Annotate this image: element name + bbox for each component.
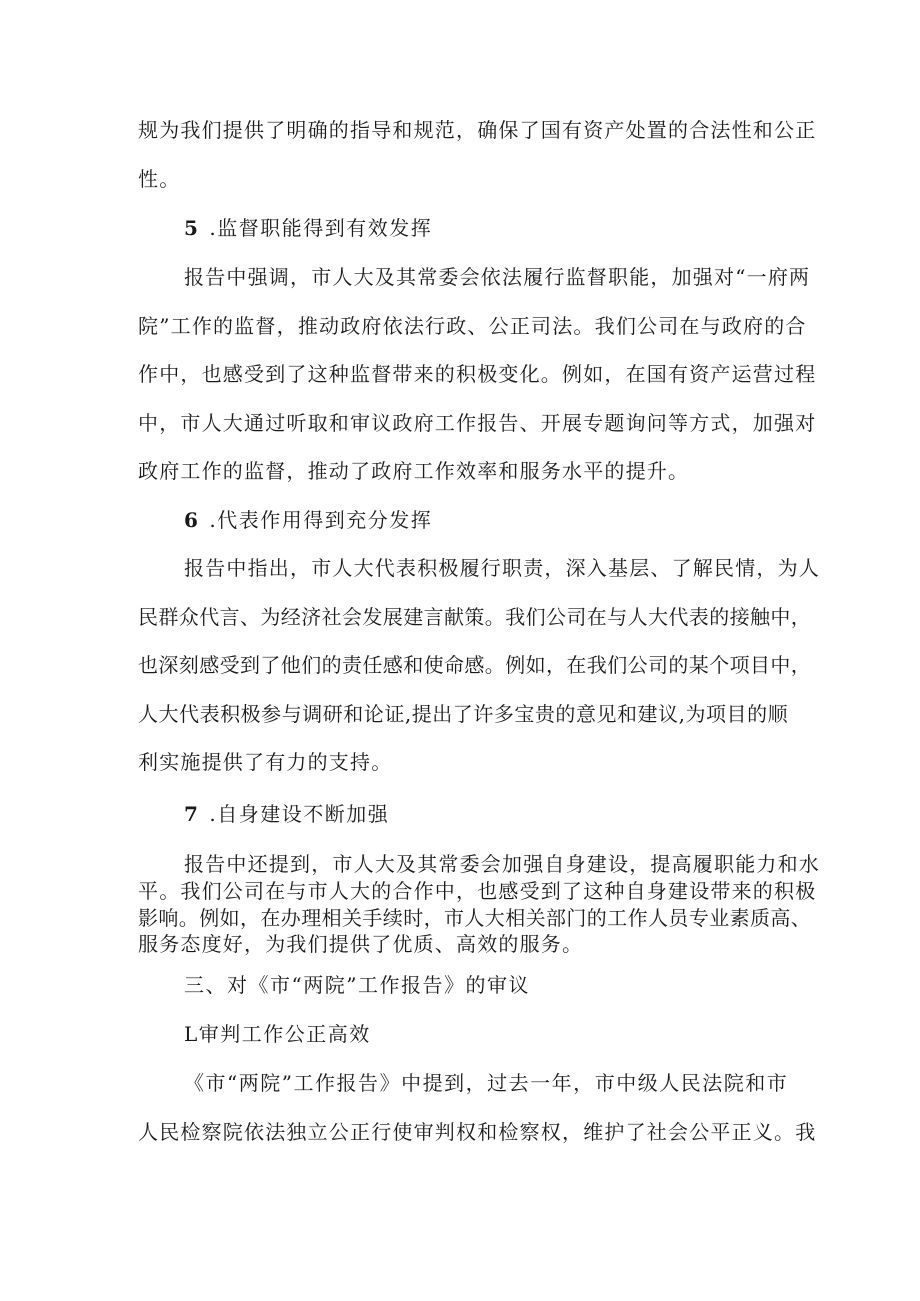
paragraph-line: 规为我们提供了明确的指导和规范，确保了国有资产处置的合法性和公正 [138, 118, 817, 142]
paragraph-line: 作中，也感受到了这种监督带来的积极变化。例如，在国有资产运营过程 [138, 362, 817, 386]
heading-title: .自身建设不断加强 [209, 802, 390, 826]
heading-number: 7 [184, 802, 200, 826]
paragraph-line: 《市“两院”工作报告》中提到，过去一年，市中级人民法院和市 [184, 1071, 788, 1095]
paragraph-line: 平。我们公司在与市人大的合作中，也感受到了这种自身建设带来的积极 [138, 879, 817, 903]
section-heading-5 [184, 216, 432, 240]
section-heading-7 [184, 802, 389, 826]
paragraph-line: 也深刻感受到了他们的责任感和使命感。例如，在我们公司的某个项目中， [138, 653, 812, 677]
section-heading-6 [184, 508, 432, 532]
heading-number: 5 [184, 216, 200, 240]
paragraph-line: 服务态度好，为我们提供了优质、高效的服务。 [138, 932, 584, 956]
paragraph-line: 利实施提供了有力的支持。 [138, 750, 393, 774]
paragraph-line: 影响。例如，在办理相关手续时，市人大相关部门的工作人员专业素质高、 [138, 906, 812, 930]
paragraph-line: 民群众代言、为经济社会发展建言献策。我们公司在与人大代表的接触中， [138, 605, 812, 629]
heading-title: .监督职能得到有效发挥 [209, 216, 433, 240]
section-title-3: 三、对《市“两院”工作报告》的审议 [184, 973, 530, 997]
paragraph-line: 院”工作的监督，推动政府依法行政、公正司法。我们公司在与政府的合 [138, 314, 807, 338]
paragraph-line: 人民检察院依法独立公正行使审判权和检察权，维护了社会公平正义。我 [138, 1120, 817, 1144]
heading-title: .代表作用得到充分发挥 [209, 508, 433, 532]
paragraph-line: 性。 [138, 167, 181, 191]
paragraph-line: 中，市人大通过听取和审议政府工作报告、开展专题询问等方式，加强对 [138, 411, 817, 435]
paragraph-line: 报告中强调，市人大及其常委会依法履行监督职能，加强对“一府两 [184, 265, 811, 289]
paragraph-line: 报告中还提到，市人大及其常委会加强自身建设，提高履职能力和水 [184, 852, 820, 876]
paragraph-line: 人大代表积极参与调研和论证,提出了许多宝贵的意见和建议,为项目的顺 [138, 702, 788, 726]
heading-number: 6 [184, 508, 200, 532]
paragraph-line: 政府工作的监督，推动了政府工作效率和服务水平的提升。 [138, 459, 690, 483]
paragraph-line: 报告中指出，市人大代表积极履行职责，深入基层、了解民情，为人 [184, 556, 820, 580]
subsection-heading-1: L审判工作公正高效 [184, 1022, 371, 1046]
